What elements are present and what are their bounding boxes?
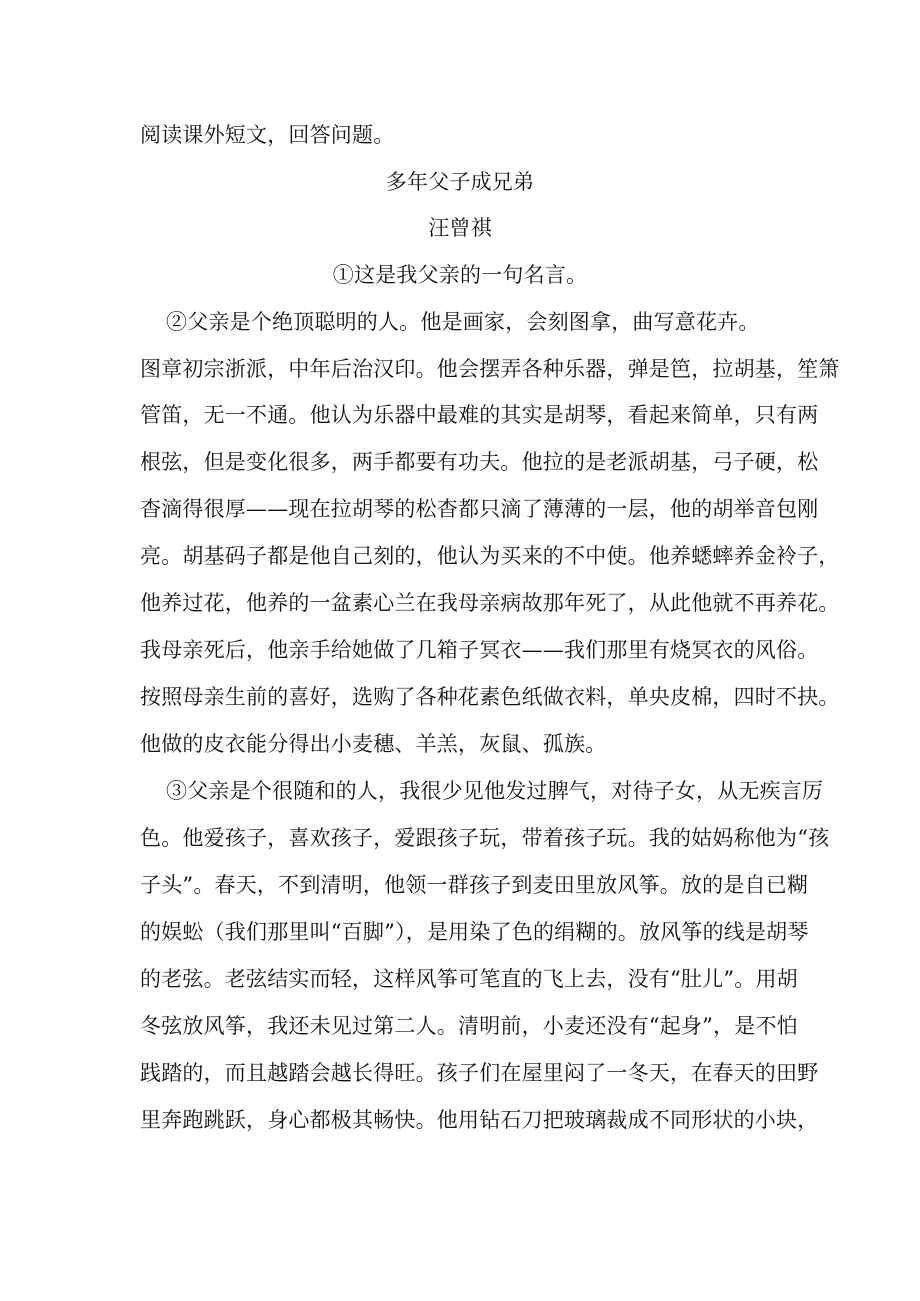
intro-instruction: 阅读课外短文，回答问题。 (140, 123, 395, 147)
paragraph-2-line: 按照母亲生前的喜好，选购了各种花素色纸做衣料，单央皮棉，四时不抉。 (140, 685, 840, 709)
paragraph-2-line: 杳滴得很厚——现在拉胡琴的松杳都只滴了薄薄的一层，他的胡举音包刚 (140, 497, 819, 521)
paragraph-2-line: ②父亲是个绝顶聪明的人。他是画家，会刻图拿，曲写意花卉。 (166, 310, 760, 334)
paragraph-2-line: 根弦，但是变化很多，两手都要有功夫。他拉的是老派胡基，弓子硬，松 (140, 450, 819, 474)
paragraph-3-line: 子头”。春天，不到清明，他领一群孩子到麦田里放风筝。放的是自已糊 (140, 873, 809, 897)
paragraph-2-line: 图章初宗浙派，中年后治汉印。他会摆弄各种乐器，弹是笆，拉胡基，笙箫 (140, 357, 840, 381)
paragraph-3-line: 践踏的，而且越踏会越长得旺。孩子们在屋里闷了一冬天，在春天的田野 (140, 1061, 819, 1085)
paragraph-3-line: 里奔跑跳跃，身心都极其畅快。他用钻石刀把玻璃裁成不同形状的小块， (140, 1108, 819, 1132)
paragraph-1: ①这是我父亲的一句名言。 (332, 263, 588, 287)
paragraph-2-line: 我母亲死后，他亲手给她做了几箱子冥衣——我们那里有烧冥衣的风俗。 (140, 638, 819, 662)
paragraph-2-line: 他做的皮衣能分得出小麦穗、羊羔，灰鼠、孤族。 (140, 732, 607, 756)
paragraph-3-line: ③父亲是个很随和的人，我很少见他发过脾气，对待子女，从无疾言厉 (166, 779, 824, 803)
paragraph-3-line: 的老弦。老弦结实而轻，这样风筝可笔直的飞上去，没有“肚儿”。用胡 (140, 967, 798, 991)
article-title: 多年父子成兄弟 (385, 170, 535, 194)
paragraph-2-line: 他养过花，他养的一盆素心兰在我母亲病故那年死了，从此他就不再养花。 (140, 591, 840, 615)
paragraph-2-line: 管笛，无一不通。他认为乐器中最难的其实是胡琴，看起来简单，只有两 (140, 403, 819, 427)
paragraph-2-line: 亮。胡基码子都是他自己刻的，他认为买来的不中使。他养蟋蟀养金袊子， (140, 544, 840, 568)
paragraph-3-line: 色。他爱孩子，喜欢孩子，爱跟孩子玩，带着孩子玩。我的姑妈称他为“孩 (140, 826, 830, 850)
article-author: 汪曾祺 (428, 216, 492, 240)
paragraph-3-line: 的娱蚣（我们那里叫“百脚”），是用染了色的绢糊的。放风筝的线是胡琴 (140, 920, 809, 944)
paragraph-3-line: 冬弦放风筝，我还未见过第二人。清明前，小麦还没有“起身”，是不怕 (140, 1014, 798, 1038)
